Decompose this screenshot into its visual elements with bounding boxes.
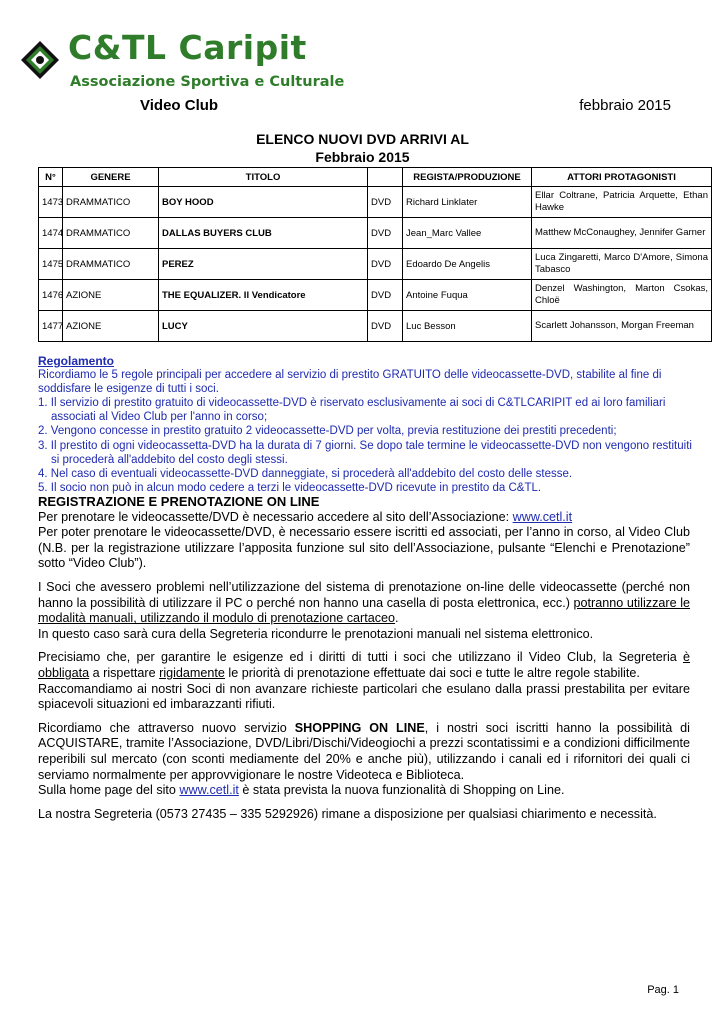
text: è stata prevista la nuova funzionalità di Shopping on Line. <box>238 783 565 798</box>
page-title: ELENCO NUOVI DVD ARRIVI AL <box>256 131 469 147</box>
cell-genre: AZIONE <box>63 311 159 342</box>
paragraph: Raccomandiamo ai nostri Soci di non avanzare richieste particolari che esulano dalla prassi prestabilita per evitare spiacevoli situazioni ed imbarazzanti rifiuti. <box>38 681 690 712</box>
registration-heading: REGISTRAZIONE E PRENOTAZIONE ON LINE <box>38 494 320 509</box>
logo-diamond-icon <box>20 40 60 80</box>
col-header-title: TITOLO <box>159 168 368 187</box>
rules-section <box>38 354 698 495</box>
table-row <box>39 249 712 280</box>
paragraph <box>38 580 690 627</box>
paragraph: In questo caso sarà cura della Segreteria ricondurre le prenotazioni manuali nel sistema elettronico. <box>38 626 594 641</box>
text: , i nostri soci iscritti hanno la possibilità di ACQUISTARE, tramite l’Associazione, DVD/Libri/Dischi/Videogiochi a prezzi scontatissimi e a condizioni difficilmente reperibili sul mercato (con sconti mediamente del 20% e anche più), utilizzando i canali ed i rifornitori dei quali ci serviamo normalmente per approvvigionare le nostre Videoteca e Biblioteca. <box>38 720 690 782</box>
cell-director: Jean_Marc Vallee <box>403 218 532 249</box>
rule-item: 4. Nel caso di eventuali videocassette-DVD danneggiate, si procederà all'addebito del costo delle stesse. <box>38 467 573 480</box>
col-header-director: REGISTA/PRODUZIONE <box>403 168 532 187</box>
cell-format: DVD <box>368 280 403 311</box>
cell-title: LUCY <box>159 311 368 342</box>
header-date: febbraio 2015 <box>579 97 671 114</box>
table-row <box>39 187 712 218</box>
page-subtitle: Febbraio 2015 <box>315 149 410 165</box>
cell-actors: Luca Zingaretti, Marco D'Amore, Simona Tabasco <box>532 249 712 280</box>
bold-text: SHOPPING ON LINE <box>294 720 425 735</box>
cell-num: 1473 <box>39 187 63 218</box>
table-row <box>39 280 712 311</box>
cell-director: Edoardo De Angelis <box>403 249 532 280</box>
paragraph <box>38 783 690 799</box>
cell-title: BOY HOOD <box>159 187 368 218</box>
cell-genre: DRAMMATICO <box>63 249 159 280</box>
registration-section <box>38 494 690 822</box>
cell-title: THE EQUALIZER. Il Vendicatore <box>159 280 368 311</box>
cell-title: DALLAS BUYERS CLUB <box>159 218 368 249</box>
cell-num: 1475 <box>39 249 63 280</box>
cell-genre: DRAMMATICO <box>63 218 159 249</box>
col-header-genre: GENERE <box>63 168 159 187</box>
cell-actors: Scarlett Johansson, Morgan Freeman <box>532 311 712 342</box>
text: Sulla home page del sito <box>38 783 180 798</box>
cell-actors: Ellar Coltrane, Patricia Arquette, Ethan Hawke <box>532 187 712 218</box>
paragraph <box>38 510 690 526</box>
table-row <box>39 218 712 249</box>
rule-item: 2. Vengono concesse in prestito gratuito 2 videocassette-DVD per volta, previa restituzione dei prestiti precedenti; <box>38 425 617 438</box>
cell-director: Luc Besson <box>403 311 532 342</box>
cell-format: DVD <box>368 187 403 218</box>
table-row <box>39 311 712 342</box>
paragraph <box>38 650 690 681</box>
underlined-text: è obbligata <box>38 650 690 680</box>
col-header-actors: ATTORI PROTAGONISTI <box>532 168 712 187</box>
rules-intro: Ricordiamo le 5 regole principali per accedere al servizio di prestito GRATUITO delle videocassette-DVD, stabilite al fine di soddisfare le esigenze di tutti i soci. <box>38 369 662 396</box>
cell-genre: DRAMMATICO <box>63 187 159 218</box>
rules-heading: Regolamento <box>38 354 115 368</box>
header-section: Video Club <box>140 97 219 114</box>
underlined-text: rigidamente <box>159 665 225 680</box>
paragraph: Per poter prenotare le videocassette/DVD, è necessario essere iscritti ed associati, per l’anno in corso, al Video Club (N.B. per la registrazione utilizzare l’apposita funzione sul sito dell’Associazione, pulsante “Elenchi e Prenotazione” sotto “Video Club”). <box>38 525 690 571</box>
rule-item: 5. Il socio non può in alcun modo cedere a terzi le videocassette-DVD ricevute in prestito da C&TL. <box>38 481 542 494</box>
cell-format: DVD <box>368 249 403 280</box>
paragraph: La nostra Segreteria (0573 27435 – 335 5292926) rimane a disposizione per qualsiasi chiarimento e necessità. <box>38 806 657 821</box>
text: I Soci che avessero problemi nell’utilizzazione del sistema di prenotazione on-line delle videocassette (perché non hanno la possibilità di utilizzare il PC o perché non hanno una casella di posta elettronica, ecc.) <box>38 579 690 610</box>
cell-director: Antoine Fuqua <box>403 280 532 311</box>
text: Per prenotare le videocassette/DVD è necessario accedere al sito dell’Associazione: <box>38 509 513 524</box>
cell-format: DVD <box>368 218 403 249</box>
cell-title: PEREZ <box>159 249 368 280</box>
text: a rispettare <box>89 665 160 680</box>
underlined-text: potranno utilizzare le modalità manuali, utilizzando il modulo di prenotazione cartaceo <box>38 595 691 626</box>
rule-item: 1. Il servizio di prestito gratuito di videocassette-DVD è riservato esclusivamente ai soci di C&TLCARIPIT ed ai loro familiari associati al Video Club per l'anno in corso; <box>38 397 666 424</box>
cell-num: 1474 <box>39 218 63 249</box>
rule-item: 3. Il prestito di ogni videocassetta-DVD ha la durata di 7 giorni. Se dopo tale termine le videocassette-DVD non vengono restituiti si procederà all'addebito del costo degli stessi. <box>38 439 692 466</box>
logo <box>20 28 345 100</box>
text: Precisiamo che, per garantire le esigenze ed i diritti di tutti i soci che utilizzano il Video Club, la Segreteria <box>38 650 683 665</box>
text: Ricordiamo che attraverso nuovo servizio <box>38 720 295 735</box>
cell-format: DVD <box>368 311 403 342</box>
website-link[interactable]: www.cetl.it <box>512 509 573 524</box>
cell-num: 1476 <box>39 280 63 311</box>
cell-actors: Denzel Washington, Marton Csokas, Chloë <box>532 280 712 311</box>
website-link[interactable]: www.cetl.it <box>179 783 239 798</box>
text: . <box>395 611 399 626</box>
table-header-row <box>39 168 712 187</box>
cell-genre: AZIONE <box>63 280 159 311</box>
paragraph <box>38 721 690 783</box>
cell-director: Richard Linklater <box>403 187 532 218</box>
logo-subtitle: Associazione Sportiva e Culturale <box>70 74 345 90</box>
logo-title: C&TL Caripit <box>68 28 307 67</box>
cell-actors: Matthew McConaughey, Jennifer Garner <box>532 218 712 249</box>
page-number: Pag. 1 <box>647 984 679 996</box>
cell-num: 1477 <box>39 311 63 342</box>
col-header-format <box>368 168 403 187</box>
col-header-num: N° <box>39 168 63 187</box>
text: le priorità di prenotazione effettuate dai soci e tutte le altre regole stabilite. <box>224 665 640 680</box>
dvd-table <box>38 167 712 342</box>
